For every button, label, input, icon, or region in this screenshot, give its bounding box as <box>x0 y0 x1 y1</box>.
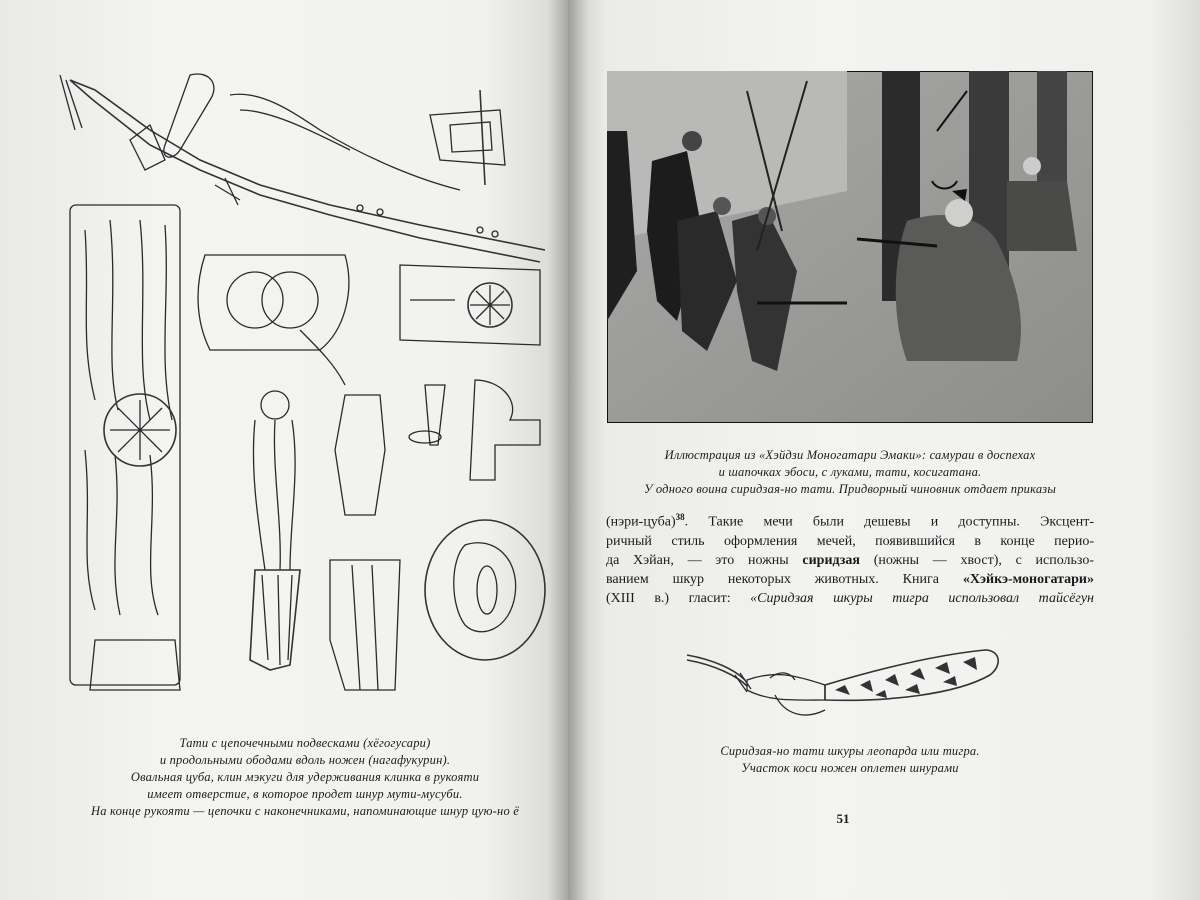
term-shirizaya: сиридзая <box>802 552 860 568</box>
fitting-drawing-middle <box>198 255 540 385</box>
body-line-5 <box>606 589 1094 608</box>
left-caption-line: и продольными ободами вдоль ножен (нагафукурин). <box>159 753 451 767</box>
photo-caption-line: и шапочках эбоси, с луками, тати, косигатана. <box>718 465 982 479</box>
page-number: 51 <box>836 811 850 826</box>
left-caption-line: имеет отверстие, в которое продет шнур мути-мусуби. <box>147 787 463 801</box>
chain-pendant-drawing <box>70 205 180 690</box>
quote-text: «Сиридзая шкуры тигра использовал тайсёгун <box>750 590 1095 606</box>
body-text-run: (XIII в.) гласит: <box>606 590 731 606</box>
body-line-2: ричный стиль оформления мечей, появившийся в конце перио- <box>606 533 1094 549</box>
body-line-4 <box>606 570 1094 589</box>
drawing-caption-line: Сиридзая-но тати шкуры леопарда или тигра. <box>720 744 980 758</box>
sword-illustration <box>0 0 560 720</box>
body-text-run: . Такие мечи были дешевы и доступны. Эксцент- <box>684 514 1094 530</box>
left-caption-line: На конце рукояти — цепочки с наконечниками, напоминающие шнур цую-но ё <box>91 804 519 818</box>
shirizaya-drawing <box>685 640 1005 730</box>
photo-caption-line: Иллюстрация из «Хэйдзи Моногатари Эмаки»: самураи в доспехах <box>664 448 1036 462</box>
photo-caption <box>600 447 1100 498</box>
body-line-3 <box>606 551 1094 570</box>
left-caption-line: Тати с цепочечными подвесками (хёгогусари) <box>179 736 431 750</box>
left-caption-line: Овальная цуба, клин мэкуги для удерживания клинка в рукояти <box>130 770 480 784</box>
tachi-sword-drawing <box>60 74 545 262</box>
small-fittings-drawing <box>330 380 540 690</box>
tassel-drawing <box>250 391 300 670</box>
oval-tsuba-drawing <box>425 520 545 660</box>
body-line-1 <box>606 508 1094 532</box>
body-text-run: ванием шкур некоторых животных. Книга <box>606 571 939 587</box>
scroll-painting-photo <box>607 71 1093 423</box>
fitting-drawing-top <box>430 90 505 185</box>
book-title-heike: «Хэйкэ-моногатари» <box>962 571 1094 587</box>
body-paragraph <box>606 508 1094 608</box>
left-caption <box>70 735 540 820</box>
drawing-caption <box>610 743 1090 777</box>
footnote-ref: 38 <box>675 512 685 522</box>
drawing-caption-line: Участок коси ножен оплетен шнурами <box>741 761 959 775</box>
body-text-run: (нэри-цуба) <box>606 514 676 530</box>
photo-caption-line: У одного воина сиридзая-но тати. Придворный чиновник отдает приказы <box>643 482 1057 496</box>
body-text-run: (ножны — хвост), с использо- <box>873 552 1095 568</box>
body-text-run: да Хэйан, — это ножны <box>606 552 789 568</box>
